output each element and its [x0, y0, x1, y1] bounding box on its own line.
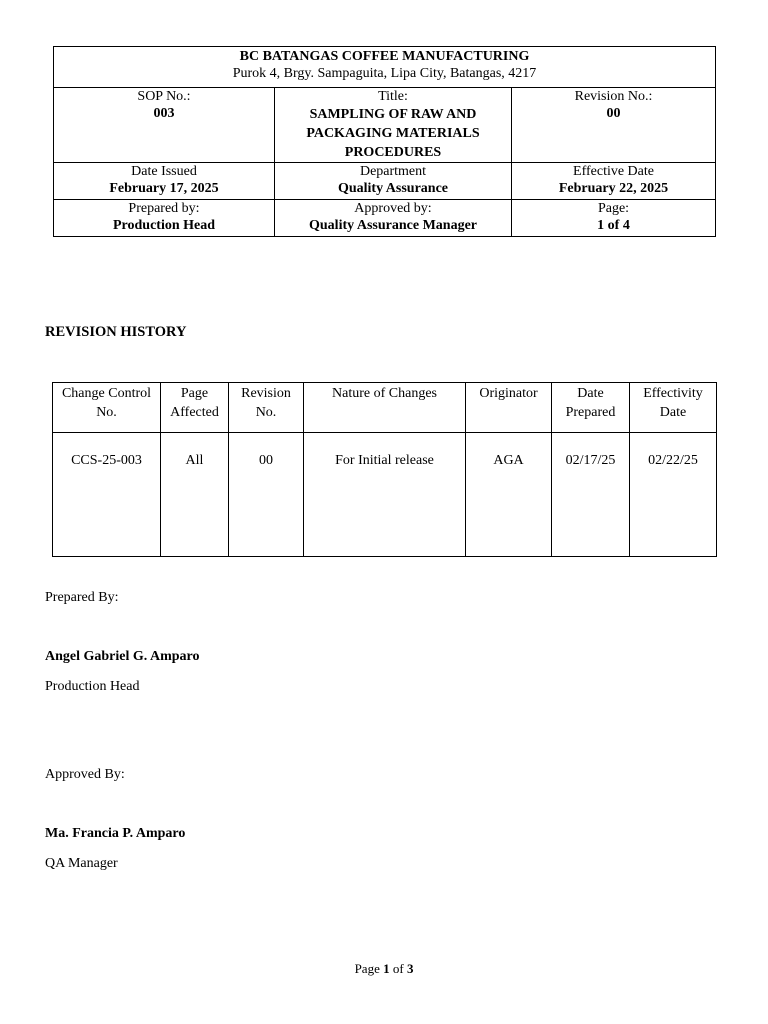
footer-total-pages: 3 [406, 961, 414, 976]
table-row [53, 433, 717, 557]
effective-date-cell [512, 163, 716, 200]
column-header: Page Affected [161, 383, 229, 433]
effectivity-date-cell: 02/22/25 [630, 433, 717, 557]
approved-by-value: Quality Assurance Manager [309, 218, 477, 233]
column-header: Date Prepared [552, 383, 630, 433]
document-header-table [53, 46, 716, 237]
title-cell [275, 88, 512, 163]
department-label: Department [359, 164, 427, 179]
page-cell [512, 200, 716, 237]
page-affected-cell: All [161, 433, 229, 557]
date-issued-label: Date Issued [131, 164, 197, 179]
sop-value: 003 [153, 106, 175, 121]
title-label: Title: [378, 89, 408, 104]
prepared-by-name: Angel Gabriel G. Amparo [45, 649, 200, 664]
approved-by-role: QA Manager [45, 856, 118, 871]
page-label: Page: [597, 201, 630, 216]
originator-cell: AGA [466, 433, 552, 557]
footer-of-word: of [392, 961, 404, 976]
company-name: BC BATANGAS COFFEE MANUFACTURING [239, 49, 530, 64]
date-issued-value: February 17, 2025 [109, 181, 219, 196]
effective-date-value: February 22, 2025 [558, 181, 669, 196]
footer-current-page: 1 [383, 961, 390, 976]
department-cell [275, 163, 512, 200]
revision-value: 00 [606, 106, 621, 121]
revision-history-table [52, 382, 717, 557]
approved-by-caption: Approved By: [45, 767, 125, 782]
column-header: Effectivity Date [630, 383, 717, 433]
nature-of-changes-cell: For Initial release [304, 433, 466, 557]
revision-label: Revision No.: [574, 89, 653, 104]
effective-date-label: Effective Date [573, 164, 654, 179]
date-prepared-cell: 02/17/25 [552, 433, 630, 557]
prepared-by-role: Production Head [45, 679, 140, 694]
footer-page-word: Page [354, 961, 380, 976]
company-address: Purok 4, Brgy. Sampaguita, Lipa City, Batangas, 4217 [232, 66, 537, 81]
department-value: Quality Assurance [337, 181, 449, 196]
sop-cell [54, 88, 275, 163]
prepared-by-cell [54, 200, 275, 237]
revision-no-cell: 00 [229, 433, 304, 557]
approved-by-cell [275, 200, 512, 237]
company-cell [54, 47, 716, 88]
page-value: 1 of 4 [597, 218, 630, 233]
date-issued-cell [54, 163, 275, 200]
column-header: Revision No. [229, 383, 304, 433]
prepared-by-label: Prepared by: [128, 201, 200, 216]
approved-by-label: Approved by: [354, 201, 432, 216]
column-header: Nature of Changes [304, 383, 466, 433]
sop-label: SOP No.: [137, 89, 191, 104]
prepared-by-caption: Prepared By: [45, 590, 119, 605]
revision-cell [512, 88, 716, 163]
title-value: SAMPLING OF RAW AND PACKAGING MATERIALS PROCEDURES [306, 107, 480, 160]
prepared-by-value: Production Head [112, 218, 216, 233]
column-header: Originator [466, 383, 552, 433]
approved-by-name: Ma. Francia P. Amparo [45, 826, 186, 841]
change-control-no-cell: CCS-25-003 [53, 433, 161, 557]
column-header: Change Control No. [53, 383, 161, 433]
page-footer [0, 961, 768, 977]
revision-history-heading: REVISION HISTORY [45, 324, 187, 340]
table-header-row [53, 383, 717, 433]
